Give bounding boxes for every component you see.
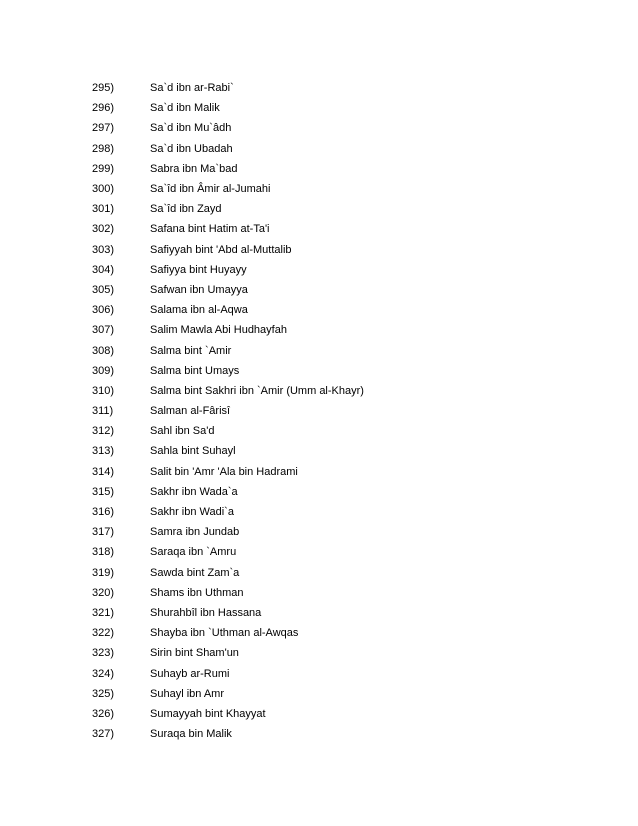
entry-number: 325) <box>92 687 115 700</box>
list-item <box>92 563 364 583</box>
entry-name: Sumayyah bint Khayyat <box>150 707 266 720</box>
entry-number: 323) <box>92 647 115 660</box>
entry-name: Sakhr ibn Wadi`a <box>150 506 234 519</box>
list-item <box>92 159 364 179</box>
entry-number: 317) <box>92 526 115 539</box>
entry-number: 302) <box>92 223 115 236</box>
entry-number: 311) <box>92 405 114 418</box>
entry-name: Salma bint `Amir <box>150 344 232 357</box>
entry-number: 295) <box>92 82 115 95</box>
list-item <box>92 240 364 260</box>
entry-number: 304) <box>92 263 115 276</box>
list-item <box>92 219 364 239</box>
list-item <box>92 139 364 159</box>
list-item <box>92 118 364 138</box>
list-item <box>92 603 364 623</box>
entry-number: 321) <box>92 606 115 619</box>
entry-name: Suhayl ibn Amr <box>150 687 224 700</box>
entry-name: Sahla bint Suhayl <box>150 445 236 458</box>
entry-number: 307) <box>92 324 115 337</box>
entry-number: 314) <box>92 465 115 478</box>
list-item <box>92 320 364 340</box>
entry-name: Salama ibn al-Aqwa <box>150 304 248 317</box>
entry-name: Saraqa ibn `Amru <box>150 546 237 559</box>
entry-name: Salma bint Umays <box>150 364 240 377</box>
entry-name: Shayba ibn `Uthman al-Awqas <box>150 627 299 640</box>
entry-number: 327) <box>92 728 115 741</box>
entry-number: 298) <box>92 142 115 155</box>
entry-number: 301) <box>92 203 115 216</box>
entry-number: 305) <box>92 283 115 296</box>
entry-name: Safwan ibn Umayya <box>150 283 248 296</box>
entry-number: 306) <box>92 304 115 317</box>
entry-number: 310) <box>92 384 115 397</box>
entry-name: Sa`d ibn ar-Rabi` <box>150 82 234 95</box>
entry-number: 322) <box>92 627 115 640</box>
entry-number: 316) <box>92 506 115 519</box>
entry-number: 315) <box>92 485 115 498</box>
list-item <box>92 663 364 683</box>
entry-name: Safiyyah bint 'Abd al-Muttalib <box>150 243 292 256</box>
list-item <box>92 300 364 320</box>
list-item <box>92 441 364 461</box>
entry-name: Sahl ibn Sa'd <box>150 425 215 438</box>
companion-name-list <box>92 78 364 744</box>
list-item <box>92 542 364 562</box>
list-item <box>92 179 364 199</box>
list-item <box>92 280 364 300</box>
list-item <box>92 381 364 401</box>
entry-name: Sakhr ibn Wada`a <box>150 485 238 498</box>
entry-number: 313) <box>92 445 115 458</box>
entry-name: Sa`d ibn Ubadah <box>150 142 233 155</box>
entry-name: Sa`îd ibn Zayd <box>150 203 222 216</box>
list-item <box>92 522 364 542</box>
entry-number: 320) <box>92 586 115 599</box>
entry-name: Salman al-Fârisî <box>150 405 231 418</box>
entry-name: Sabra ibn Ma`bad <box>150 162 238 175</box>
entry-name: Salma bint Sakhri ibn `Amir (Umm al-Khayr) <box>150 384 364 397</box>
entry-name: Samra ibn Jundab <box>150 526 240 539</box>
entry-number: 319) <box>92 566 115 579</box>
list-item <box>92 401 364 421</box>
list-item <box>92 340 364 360</box>
entry-number: 318) <box>92 546 115 559</box>
entry-number: 300) <box>92 183 115 196</box>
entry-number: 324) <box>92 667 115 680</box>
list-item <box>92 78 364 98</box>
entry-name: Sirin bint Sham'un <box>150 647 239 660</box>
entry-name: Sa`îd ibn Âmir al-Jumahi <box>150 183 271 196</box>
entry-number: 326) <box>92 707 115 720</box>
list-item <box>92 462 364 482</box>
entry-name: Safiyya bint Huyayy <box>150 263 247 276</box>
entry-number: 303) <box>92 243 115 256</box>
entry-name: Safana bint Hatim at-Ta'i <box>150 223 270 236</box>
list-item <box>92 421 364 441</box>
list-item <box>92 643 364 663</box>
entry-name: Salit bin 'Amr 'Ala bin Hadrami <box>150 465 298 478</box>
list-item <box>92 724 364 744</box>
entry-number: 308) <box>92 344 115 357</box>
entry-name: Shams ibn Uthman <box>150 586 244 599</box>
entry-number: 297) <box>92 122 115 135</box>
entry-name: Sa`d ibn Mu`âdh <box>150 122 232 135</box>
list-item <box>92 623 364 643</box>
list-item <box>92 704 364 724</box>
entry-name: Suhayb ar-Rumi <box>150 667 230 680</box>
entry-name: Sawda bint Zam`a <box>150 566 240 579</box>
list-item <box>92 260 364 280</box>
entry-name: Suraqa bin Malik <box>150 728 232 741</box>
list-item <box>92 583 364 603</box>
list-item <box>92 482 364 502</box>
entry-number: 312) <box>92 425 115 438</box>
list-item <box>92 502 364 522</box>
entry-number: 299) <box>92 162 115 175</box>
entry-number: 309) <box>92 364 115 377</box>
list-item <box>92 98 364 118</box>
entry-name: Sa`d ibn Malik <box>150 102 220 115</box>
entry-name: Shurahbîl ibn Hassana <box>150 606 262 619</box>
entry-number: 296) <box>92 102 115 115</box>
list-item <box>92 684 364 704</box>
list-item <box>92 199 364 219</box>
list-item <box>92 361 364 381</box>
entry-name: Salim Mawla Abi Hudhayfah <box>150 324 287 337</box>
